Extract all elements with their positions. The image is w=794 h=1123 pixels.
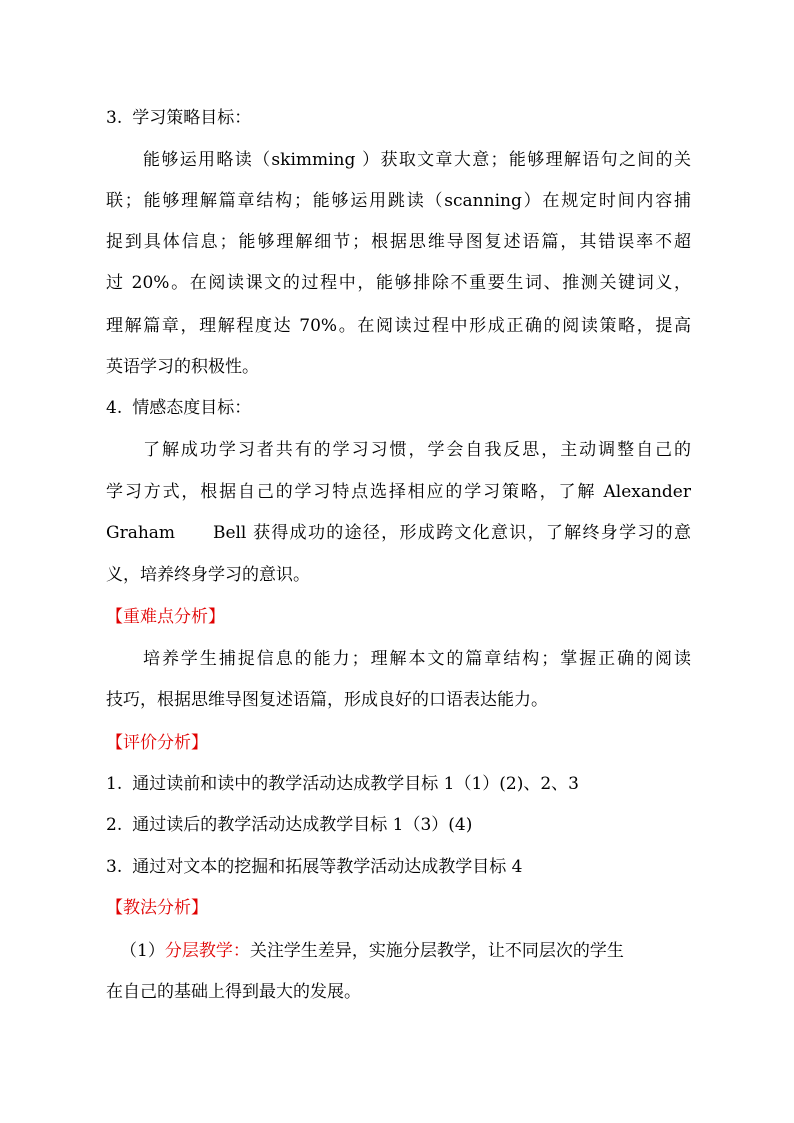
- teaching-method-item-text: 关注学生差异，实施分层教学，让不同层次的学生: [249, 941, 624, 961]
- evaluation-item-number: 2.: [106, 815, 123, 835]
- section-3-line: 捉到具体信息；能够理解细节；根据思维导图复述语篇，其错误率不超: [106, 232, 691, 252]
- section-4-line: Graham Bell 获得成功的途径，形成跨文化意识，了解终身学习的意: [106, 523, 691, 543]
- section-3-line: 过 20%。在阅读课文的过程中，能够排除不重要生词、推测关键词义，: [106, 273, 691, 293]
- teaching-method-item-continued: 在自己的基础上得到最大的发展。: [106, 982, 361, 1002]
- evaluation-item-text: 通过对文本的挖掘和拓展等教学活动达成教学目标 4: [132, 857, 523, 877]
- section-4-line: 学习方式，根据自己的学习特点选择相应的学习策略，了解 Alexander: [106, 482, 691, 502]
- section-4-line: 了解成功学习者共有的学习习惯，学会自我反思，主动调整自己的: [143, 440, 691, 460]
- teaching-method-item-number: （1）: [120, 941, 165, 961]
- teaching-method-heading: 【教法分析】: [106, 898, 208, 918]
- section-3-line: 能够运用略读（skimming ）获取文章大意；能够理解语句之间的关: [143, 150, 691, 170]
- section-4-heading: [106, 398, 691, 418]
- evaluation-heading: 【评价分析】: [106, 733, 208, 753]
- key-points-heading: 【重难点分析】: [106, 607, 225, 627]
- teaching-method-item: [120, 941, 691, 961]
- section-3-title: 学习策略目标：: [132, 108, 252, 128]
- section-3-line: 理解篇章，理解程度达 70%。在阅读过程中形成正确的阅读策略，提高: [106, 316, 691, 336]
- evaluation-item-text: 通过读后的教学活动达成教学目标 1（3）(4): [132, 815, 473, 835]
- evaluation-item: [106, 815, 691, 835]
- section-4-title: 情感态度目标：: [132, 398, 252, 418]
- evaluation-item-text: 通过读前和读中的教学活动达成教学目标 1（1）(2)、2、3: [132, 774, 579, 794]
- section-3-number: 3.: [106, 108, 123, 128]
- section-3-line: 联；能够理解篇章结构；能够运用跳读（scanning）在规定时间内容捕: [106, 191, 691, 211]
- section-3-line: 英语学习的积极性。: [106, 357, 259, 377]
- evaluation-item-number: 1.: [106, 774, 123, 794]
- section-3-heading: [106, 108, 691, 128]
- evaluation-item: [106, 857, 691, 877]
- evaluation-item-number: 3.: [106, 857, 123, 877]
- section-4-line: 义，培养终身学习的意识。: [106, 565, 310, 585]
- section-4-number: 4.: [106, 398, 123, 418]
- evaluation-item: [106, 774, 691, 794]
- key-points-line: 技巧，根据思维导图复述语篇，形成良好的口语表达能力。: [106, 690, 548, 710]
- key-points-line: 培养学生捕捉信息的能力；理解本文的篇章结构；掌握正确的阅读: [143, 649, 691, 669]
- teaching-method-item-label: 分层教学：: [164, 941, 250, 961]
